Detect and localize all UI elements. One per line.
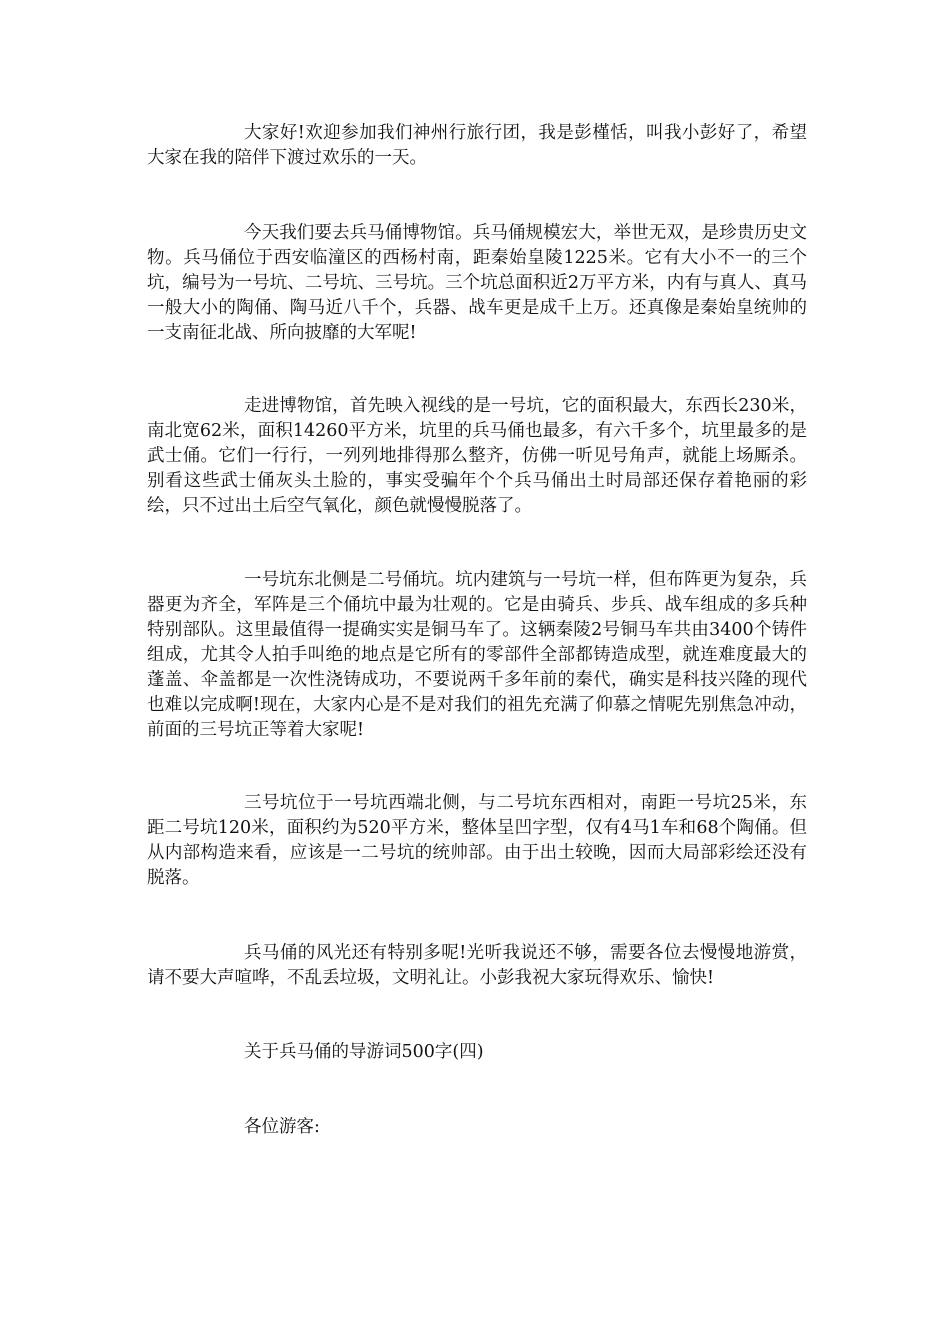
salutation: 各位游客: — [244, 1117, 320, 1137]
paragraph-museum-intro: 今天我们要去兵马俑博物馆。兵马俑规模宏大，举世无双，是珍贵历史文物。兵马俑位于西安临潼区的西杨村南，距秦始皇陵1225米。它有大小不一的三个坑，编号为一号坑、二号坑、三号坑。三个坑总面积近2万平方米，内有与真人、真马一般大小的陶俑、陶马近八千个，兵器、战车更是成千上万。还真像是秦始皇统帅的一支南征北战、所向披靡的大军呢! — [147, 223, 807, 343]
section-heading: 关于兵马俑的导游词500字(四) — [244, 1042, 484, 1062]
paragraph-closing: 兵马俑的风光还有特别多呢!光听我说还不够，需要各位去慢慢地游赏，请不要大声喧哗，不乱丢垃圾，文明礼让。小彭我祝大家玩得欢乐、愉快! — [147, 943, 807, 988]
paragraph-pit-one: 走进博物馆，首先映入视线的是一号坑，它的面积最大，东西长230米，南北宽62米，面积14260平方米，坑里的兵马俑也最多，有六千多个，坑里最多的是武士俑。它们一行行，一列列地排得那么整齐，仿佛一听见号角声，就能上场厮杀。别看这些武士俑灰头土脸的，事实受骗年个个兵马俑出土时局部还保存着艳丽的彩绘，只不过出土后空气氧化，颜色就慢慢脱落了。 — [147, 396, 807, 516]
document-body — [147, 121, 807, 1140]
paragraph-pit-two: 一号坑东北侧是二号俑坑。坑内建筑与一号坑一样，但布阵更为复杂，兵器更为齐全，军阵是三个俑坑中最为壮观的。它是由骑兵、步兵、战车组成的多兵种特别部队。这里最值得一提确实实是铜马车了。这辆秦陵2号铜马车共由3400个铸件组成，尤其令人拍手叫绝的地点是它所有的零部件全部都铸造成型，就连难度最大的蓬盖、伞盖都是一次性浇铸成功，不要说两千多年前的秦代，确实是科技兴隆的现代也难以完成啊!现在，大家内心是不是对我们的祖先充满了仰慕之情呢先别焦急冲动，前面的三号坑正等着大家呢! — [147, 570, 807, 740]
paragraph-greeting: 大家好!欢迎参加我们神州行旅行团，我是彭槿恬，叫我小彭好了，希望大家在我的陪伴下渡过欢乐的一天。 — [147, 123, 807, 168]
paragraph-pit-three: 三号坑位于一号坑西端北侧，与二号坑东西相对，南距一号坑25米，东距二号坑120米，面积约为520平方米，整体呈凹字型，仅有4马1车和68个陶俑。但从内部构造来看，应该是一二号坑的统帅部。由于出土较晚，因而大局部彩绘还没有脱落。 — [147, 793, 807, 888]
